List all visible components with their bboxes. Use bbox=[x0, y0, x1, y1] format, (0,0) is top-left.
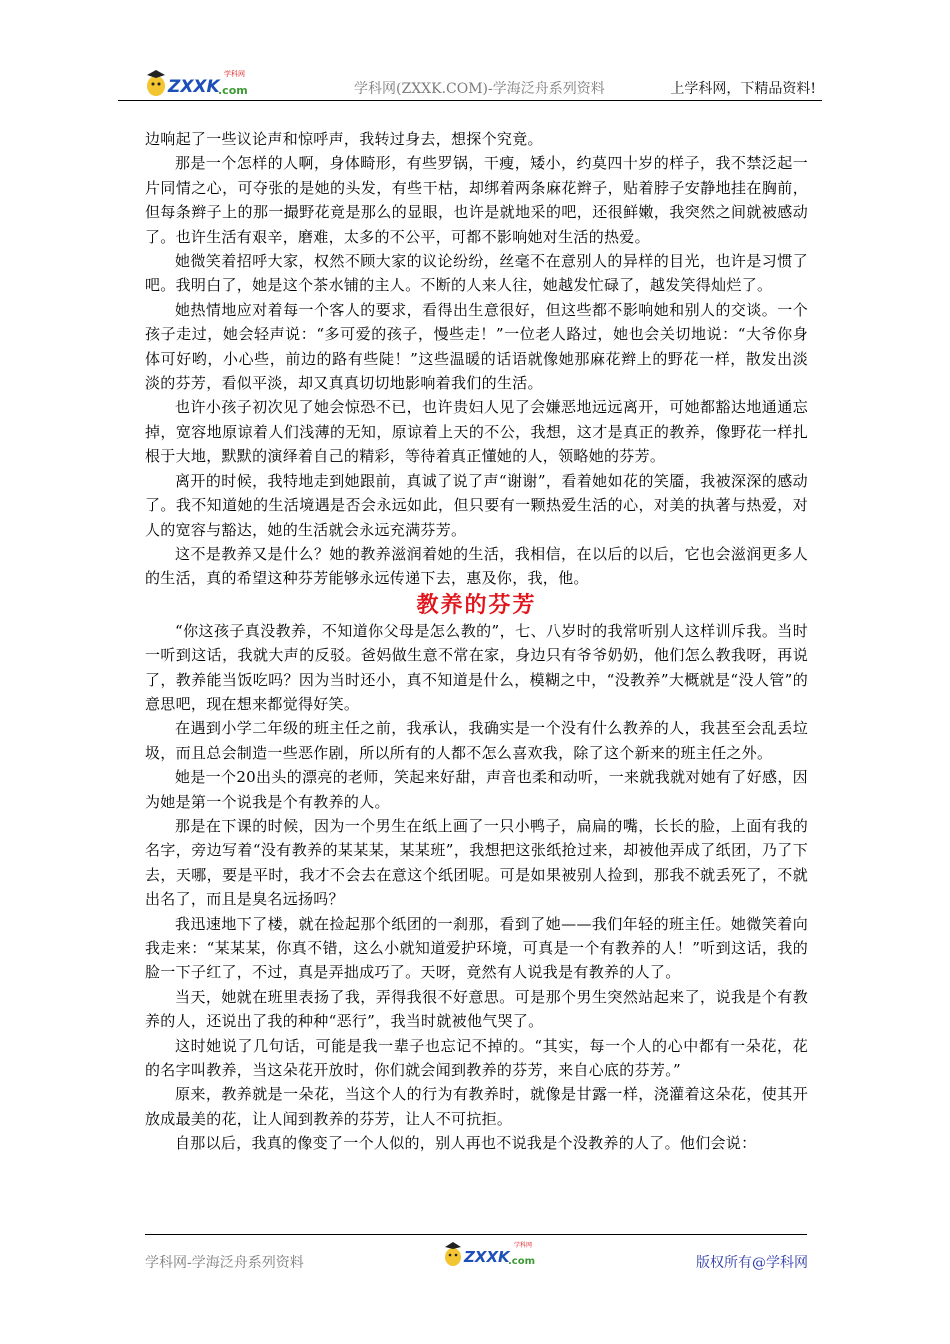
paragraph: 她微笑着招呼大家，权然不顾大家的议论纷纷，丝毫不在意别人的异样的目光，也许是习惯了吧。我明白了，她是这个茶水铺的主人。不断的人来人往，她越发忙碌了，越发笑得灿烂了。 bbox=[145, 252, 808, 295]
paragraph: 当天，她就在班里表扬了我，弄得我很不好意思。可是那个男生突然站起来了，说我是个有教养的人，还说出了我的种种“恶行”，我当时就被他气哭了。 bbox=[145, 987, 808, 1031]
article-title: 教养的芬芳 bbox=[416, 591, 537, 618]
paragraph: 她是一个20出头的漂亮的老师，笑起来好甜，声音也柔和动听，一来就我就对她有了好感，因为她是第一个说我是个有教养的人。 bbox=[145, 768, 808, 811]
paragraph: 这不是教养又是什么？她的教养滋润着她的生活，我相信，在以后的以后，它也会滋润更多人的生活，真的希望这种芬芳能够永远传递下去，惠及你，我，他。 bbox=[145, 544, 808, 588]
paragraph: 自那以后，我真的像变了一个人似的，别人再也不说我是个没教养的人了。他们会说： bbox=[175, 1134, 757, 1153]
footer-logo-text: ZXXK bbox=[464, 1248, 510, 1266]
logo-suffix: .com bbox=[218, 84, 248, 97]
paragraph: 边响起了一些议论声和惊呼声，我转过身去，想探个究竟。 bbox=[145, 130, 543, 148]
footer-site-line: 学科网-学海泛舟系列资料 bbox=[145, 1255, 304, 1271]
paragraph: 我迅速地下了楼，就在捡起那个纸团的一刹那，看到了她——我们年轻的班主任。她微笑着向我走来：“某某某，你真不错，这么小就知道爱护环境，可真是一个有教养的人！”听到这话，我的脸一下子红了，不过，真是弄拙成巧了。天呀，竟然有人说我是有教养的人了。 bbox=[145, 914, 808, 982]
footer-logo-suffix: .com bbox=[508, 1256, 536, 1267]
page-header bbox=[118, 64, 822, 104]
logo-tag: 学科网 bbox=[224, 70, 245, 78]
paragraph: 离开的时候，我特地走到她跟前，真诚了说了声“谢谢”，看着她如花的笑靥，我被深深的感动了。我不知道她的生活境遇是否会永远如此，但只要有一颗热爱生活的心，对美的执著与热爱，对人的宽容与豁达，她的生活就会永远充满芬芳。 bbox=[145, 471, 808, 539]
footer-copyright: 版权所有@学科网 bbox=[696, 1255, 808, 1271]
paragraph: 原来，教养就是一朵花，当这个人的行为有教养时，就像是甘露一样，浇灌着这朵花，使其开放成最美的花，让人闻到教养的芬芳，让人不可抗拒。 bbox=[145, 1085, 808, 1128]
paragraph: 在遇到小学二年级的班主任之前，我承认，我确实是一个没有什么教养的人，我甚至会乱丢垃圾，而且总会制造一些恶作剧，所以所有的人都不怎么喜欢我，除了这个新来的班主任之外。 bbox=[145, 719, 808, 762]
header-slogan: 上学科网，下精品资料! bbox=[670, 81, 816, 97]
header-site-line: 学科网(ZXXK.COM)-学海泛舟系列资料 bbox=[354, 81, 605, 97]
paragraph: 那是在下课的时候，因为一个男生在纸上画了一只小鸭子，扁扁的嘴，长长的脸，上面有我的名字，旁边写着“没有教养的某某某，某某班”，我想把这张纸抢过来，却被他弄成了纸团，乃了下去，天哪，要是平时，我才不会去在意这个纸团呢。可是如果被别人捡到，那我不就丢死了，不就出名了，而且是臭名远扬吗？ bbox=[145, 816, 808, 909]
paragraph: 她热情地应对着每一个客人的要求，看得出生意很好，但这些都不影响她和别人的交谈。一个孩子走过，她会轻声说：“多可爱的孩子，慢些走！”一位老人路过，她也会关切地说：“大爷你身体可好哟，小心些，前边的路有些陡！”这些温暖的话语就像她那麻花辫上的野花一样，散发出淡淡的芬芳，看似平淡，却又真真切切地影响着我们的生活。 bbox=[145, 300, 808, 393]
article-body bbox=[145, 127, 808, 1156]
paragraph: “你这孩子真没教养，不知道你父母是怎么教的”，七、八岁时的我常听别人这样训斥我。当时一听到这话，我就大声的反驳。爸妈做生意不常在家，身边只有爷爷奶奶，他们怎么教我呀，再说了，教养能当饭吃吗？因为当时还小，真不知道是什么，模糊之中，“没教养”大概就是“没人管”的意思吧，现在想来都觉得好笑。 bbox=[145, 621, 808, 713]
header-divider bbox=[118, 100, 822, 101]
logo-text: ZXXK bbox=[168, 77, 220, 97]
footer-divider bbox=[145, 1234, 807, 1235]
zxxk-logo bbox=[144, 64, 264, 100]
footer-zxxk-logo bbox=[442, 1236, 552, 1270]
footer-logo-tag: 学科网 bbox=[514, 1242, 533, 1249]
paragraph: 也许小孩子初次见了她会惊恐不已，也许贵妇人见了会嫌恶地远远离开，可她都豁达地通通忘掉，宽容地原谅着人们浅薄的无知，原谅着上天的不公，我想，这才是真正的教养，像野花一样扎根于大地，默默的演绎着自己的精彩，等待着真正懂她的人，领略她的芬芳。 bbox=[145, 398, 808, 466]
paragraph: 这时她说了几句话，可能是我一辈子也忘记不掉的。“其实，每一个人的心中都有一朵花，花的名字叫教养，当这朵花开放时，你们就会闻到教养的芬芳，来自心底的芬芳。” bbox=[145, 1036, 808, 1080]
paragraph: 那是一个怎样的人啊，身体畸形，有些罗锅，干瘦，矮小，约莫四十岁的样子，我不禁泛起一片同情之心，可夺张的是她的头发，有些干枯，却绑着两条麻花辫子，贴着脖子安静地挂在胸前，但每条辫子上的那一撮野花竟是那么的显眼，也许是就地采的吧，还很鲜嫩，我突然之间就被感动了。也许生活有艰辛，磨难，太多的不公平，可都不影响她对生活的热爱。 bbox=[145, 154, 808, 246]
